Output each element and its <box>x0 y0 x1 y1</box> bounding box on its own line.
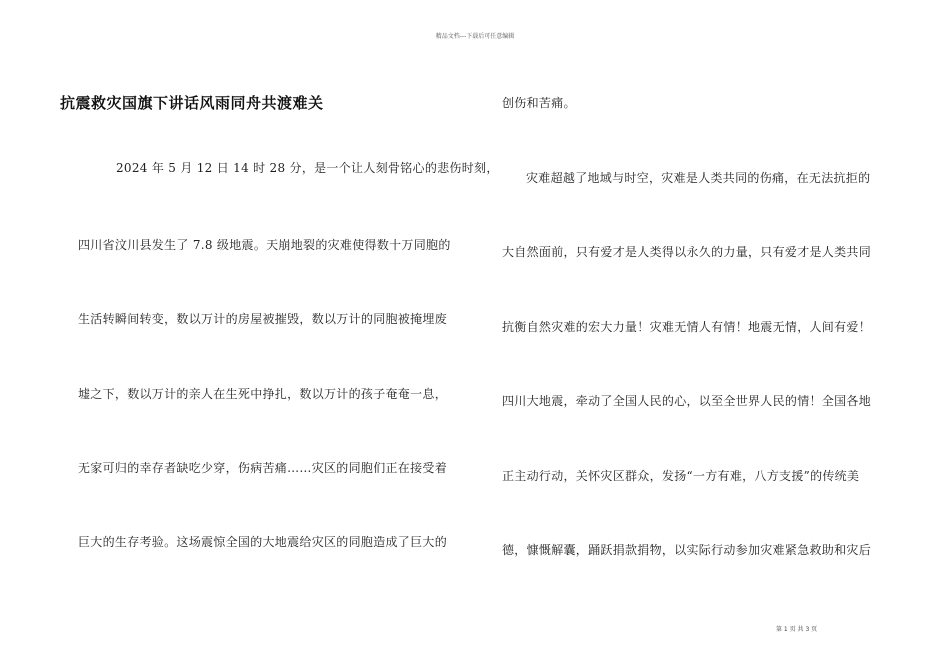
paragraph-line: 德，慷慨解囊，踊跃捐款捐物，以实际行动参加灾难紧急救助和灾后 <box>502 543 872 557</box>
document-title: 抗震救灾国旗下讲话风雨同舟共渡难关 <box>60 94 324 112</box>
paragraph-line: 生活转瞬间转变，数以万计的房屋被摧毁，数以万计的同胞被掩埋废 <box>78 312 448 326</box>
paragraph-line: 墟之下，数以万计的亲人在生死中挣扎，数以万计的孩子奄奄一息， <box>78 387 448 401</box>
paragraph-line: 正主动行动，关怀灾区群众，发扬“一方有难，八方支援”的传统美 <box>502 469 860 483</box>
paragraph-line: 创伤和苦痛。 <box>502 96 576 110</box>
paragraph-line: 2024 年 5 月 12 日 14 时 28 分，是一个让人刻骨铭心的悲伤时刻， <box>116 161 499 175</box>
paragraph-line: 巨大的生存考验。这场震惊全国的大地震给灾区的同胞造成了巨大的 <box>78 535 448 549</box>
header-note: 精品文档---下载后可任意编辑 <box>435 33 515 40</box>
paragraph-line: 抗衡自然灾难的宏大力量！灾难无情人有情！地震无情，人间有爱！ <box>502 320 872 334</box>
paragraph-line: 大自然面前，只有爱才是人类得以永久的力量，只有爱才是人类共同 <box>502 245 872 259</box>
paragraph-line: 四川省汶川县发生了 7.8 级地震。天崩地裂的灾难使得数十万同胞的 <box>78 238 451 252</box>
paragraph-line: 四川大地震，牵动了全国人民的心，以至全世界人民的情！全国各地 <box>502 394 872 408</box>
page-number: 第 1 页 共 3 页 <box>776 626 818 633</box>
paragraph-line: 无家可归的幸存者缺吃少穿，伤病苦痛……灾区的同胞们正在接受着 <box>78 461 448 475</box>
paragraph-line: 灾难超越了地域与时空，灾难是人类共同的伤痛，在无法抗拒的 <box>526 171 871 185</box>
